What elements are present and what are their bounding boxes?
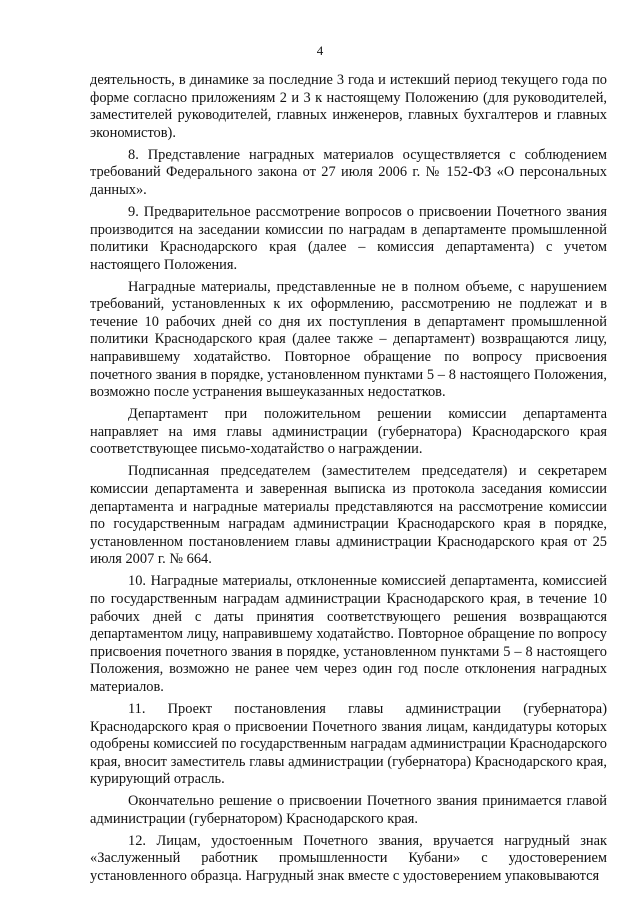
paragraph-department-petition: Департамент при положительном решении комиссии департамента направляет на имя главы администрации (губернатора) Краснодарского края соответствующее письмо-ходатайство о награждении. [90,406,607,458]
paragraph-item-11: 11. Проект постановления главы администрации (губернатора) Краснодарского края о присвоении Почетного звания лицам, кандидатуры которых одобрены комиссией по государственным наградам администрации Краснодарского края, вносит заместитель главы администрации (губернатора) Краснодарского края, курирующий отрасль. [90,700,607,788]
document-body [90,72,607,886]
paragraph-item-8: 8. Представление наградных материалов осуществляется с соблюдением требований Федерального закона от 27 июля 2006 г. № 152-ФЗ «О персональных данных». [90,146,607,198]
paragraph-item-9: 9. Предварительное рассмотрение вопросов о присвоении Почетного звания производится на заседании комиссии по наградам в департаменте промышленной политики Краснодарского края (далее – комиссия департамента) с учетом настоящего Положения. [90,203,607,273]
paragraph-signed-extract: Подписанная председателем (заместителем председателя) и секретарем комиссии департамента и заверенная выписка из протокола заседания комиссии департамента и наградные материалы представляются на рассмотрение комиссии по государственным наградам администрации Краснодарского края в порядке, установленном постановлением главы администрации Краснодарского края от 25 июля 2007 г. № 664. [90,463,607,568]
paragraph-final-decision: Окончательно решение о присвоении Почетного звания принимается главой администрации (губернатором) Краснодарского края. [90,793,607,827]
paragraph-continuation: деятельность, в динамике за последние 3 года и истекший период текущего года по форме согласно приложениям 2 и 3 к настоящему Положению (для руководителей, заместителей руководителей, главных инженеров, главных бухгалтеров и главных экономистов). [90,72,607,141]
paragraph-item-10: 10. Наградные материалы, отклоненные комиссией департамента, комиссией по государственным наградам администрации Краснодарского края, в течение 10 рабочих дней с даты принятия соответствующего решения возвращаются департаментом лицу, направившему ходатайство. Повторное обращение по вопросу присвоения почетного звания в порядке, установленном пунктами 5 – 8 настоящего Положения, возможно не ранее чем через один год после отклонения наградных материалов. [90,573,607,695]
paragraph-incomplete-materials: Наградные материалы, представленные не в полном объеме, с нарушением требований, установленных к их оформлению, рассмотрению не подлежат и в течение 10 рабочих дней со дня их поступления в департамент промышленной политики Краснодарского края (далее также – департамент) возвращаются лицу, направившему ходатайство. Повторное обращение по вопросу присвоения почетного звания в порядке, установленном пунктами 5 – 8 настоящего Положения, возможно после устранения вышеуказанных недостатков. [90,278,607,401]
page-number: 4 [316,43,324,58]
paragraph-item-12: 12. Лицам, удостоенным Почетного звания, вручается нагрудный знак «Заслуженный работник промышленности Кубани» с удостоверением установленного образца. Нагрудный знак вместе с удостоверением упаковываются [90,832,607,885]
